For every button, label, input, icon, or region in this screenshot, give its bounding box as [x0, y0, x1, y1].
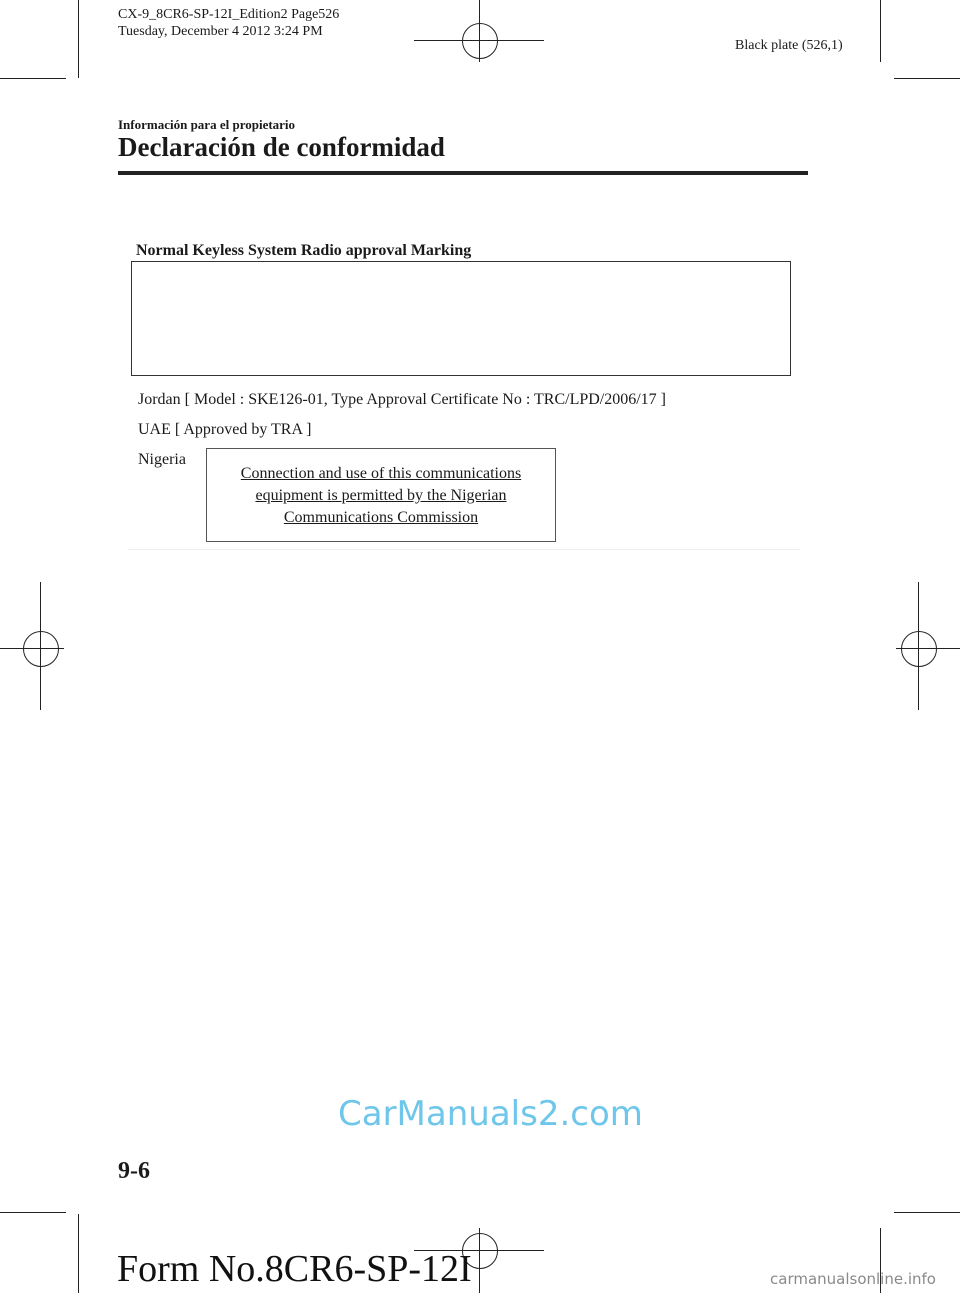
nigeria-line-3: Communications Commission	[283, 509, 479, 526]
title-rule	[118, 171, 808, 175]
nigeria-line-1: Connection and use of this communications	[240, 465, 522, 482]
jordan-approval: Jordan [ Model : SKE126-01, Type Approval Certificate No : TRC/LPD/2006/17 ]	[138, 391, 667, 408]
nigeria-line-2: equipment is permitted by the Nigerian	[255, 487, 507, 504]
uae-approval: UAE [ Approved by TRA ]	[138, 421, 312, 438]
nigeria-label: Nigeria	[138, 451, 186, 468]
section-label: Información para el propietario	[118, 117, 296, 132]
page-title: Declaración de conformidad	[118, 132, 445, 162]
marking-heading: Normal Keyless System Radio approval Marking	[136, 242, 472, 259]
nigeria-approval-box	[206, 448, 556, 542]
page-number: 9-6	[118, 1158, 150, 1184]
form-number: Form No.8CR6-SP-12I	[117, 1248, 472, 1290]
print-meta-date: Tuesday, December 4 2012 3:24 PM	[118, 24, 323, 39]
watermark-logo: CarManuals2.com	[338, 1094, 643, 1134]
content-divider	[128, 549, 800, 550]
site-watermark: carmanualsonline.info	[770, 1270, 936, 1288]
print-meta-plate: Black plate (526,1)	[735, 38, 843, 53]
marking-box	[131, 261, 791, 376]
print-meta-file: CX-9_8CR6-SP-12I_Edition2 Page526	[118, 7, 340, 22]
